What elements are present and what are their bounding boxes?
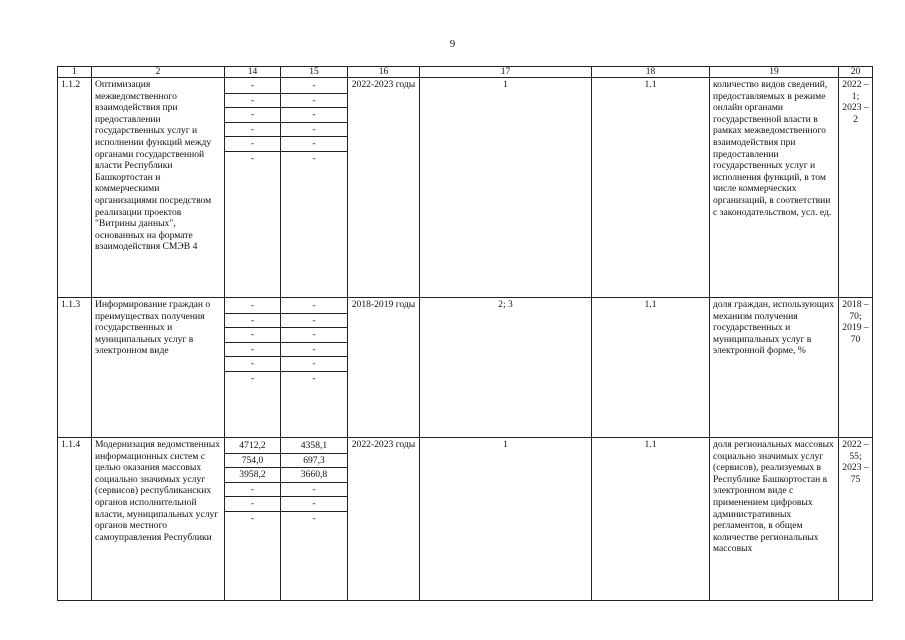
value-cell: - <box>225 483 280 498</box>
value-cell: - <box>225 314 280 329</box>
header-row <box>58 67 873 78</box>
table-row <box>58 438 873 601</box>
header-cell: 15 <box>281 67 348 78</box>
row-col17: 1 <box>420 78 592 298</box>
row-col17: 1 <box>420 438 592 601</box>
row-targets: 2022 – 1; 2023 – 2 <box>839 78 873 298</box>
header-cell: 19 <box>710 67 839 78</box>
header-cell: 14 <box>225 67 281 78</box>
page-number: 9 <box>449 38 456 50</box>
value-cell: - <box>225 343 280 358</box>
value-cell: 3958,2 <box>225 468 280 483</box>
row-period: 2022-2023 годы <box>348 78 420 298</box>
header-cell: 17 <box>420 67 592 78</box>
col14-cell <box>225 78 281 298</box>
value-cell: - <box>281 343 347 358</box>
row-code: 1.1.2 <box>58 78 92 298</box>
value-cell: - <box>225 328 280 343</box>
value-cell: - <box>281 328 347 343</box>
value-cell: - <box>281 483 347 498</box>
value-cell: - <box>312 152 316 164</box>
program-table <box>57 66 873 601</box>
value-cell: - <box>225 108 280 123</box>
value-cell: - <box>225 94 280 109</box>
value-cell: - <box>281 497 347 512</box>
row-col18: 1.1 <box>592 298 710 438</box>
value-cell: - <box>281 108 347 123</box>
row-col18: 1.1 <box>592 78 710 298</box>
table-row <box>58 298 873 438</box>
value-cell: - <box>225 497 280 512</box>
value-cell: - <box>225 357 280 372</box>
value-cell: - <box>281 79 347 94</box>
row-period: 2022-2023 годы <box>348 438 420 601</box>
value-cell: - <box>250 152 255 164</box>
row-targets: 2022 – 55; 2023 – 75 <box>839 438 873 601</box>
row-name: Оптимизация межведомственного взаимодействия при предоставлении государственных услуг и исполнении функций между органами государственной власти Республики Башкортостан и коммерческими организациями посредством реализации проектов "Витрины данных", основанных на формате взаимодействия СМЭВ 4 <box>92 78 225 298</box>
row-indicator: доля граждан, использующих механизм получения государственных и муниципальных услуг в электронной форме, % <box>710 298 839 438</box>
col14-cell <box>225 298 281 438</box>
col15-cell <box>281 438 348 601</box>
header-cell: 20 <box>839 67 873 78</box>
value-cell: - <box>250 372 255 384</box>
row-period: 2018-2019 годы <box>348 298 420 438</box>
header-cell: 1 <box>58 67 92 78</box>
value-cell: - <box>225 123 280 138</box>
header-cell: 16 <box>348 67 420 78</box>
col15-cell <box>281 298 348 438</box>
value-cell: - <box>225 137 280 152</box>
value-cell: - <box>281 137 347 152</box>
value-cell: 697,3 <box>281 454 347 469</box>
row-targets: 2018 – 70; 2019 – 70 <box>839 298 873 438</box>
value-cell: 754,0 <box>225 454 280 469</box>
value-cell: - <box>281 357 347 372</box>
row-col18: 1.1 <box>592 438 710 601</box>
value-cell: - <box>281 94 347 109</box>
row-indicator: доля региональных массовых социально значимых услуг (сервисов), реализуемых в Республике Башкортостан в электронном виде с применением цифровых административных регламентов, в общем количестве региональных массовых <box>710 438 839 601</box>
row-name: Модернизация ведомственных информационных систем с целью оказания массовых социально значимых услуг (сервисов) республиканских органов исполнительной власти, муниципальных услуг органов местного самоуправления Республики <box>92 438 225 601</box>
row-name: Информирование граждан о преимуществах получения государственных и муниципальных услуг в электронном виде <box>92 298 225 438</box>
value-cell: 4712,2 <box>225 439 280 454</box>
value-cell: 4358,1 <box>281 439 347 454</box>
value-cell: - <box>281 123 347 138</box>
row-indicator: количество видов сведений, предоставляемых в режиме онлайн органами государственной власти в рамках межведомственного взаимодействия при предоставлении государственных услуг и исполнения функций, в том числе коммерческих организаций, в соответствии с законодательством, усл. ед. <box>710 78 839 298</box>
col15-cell <box>281 78 348 298</box>
value-cell: - <box>281 299 347 314</box>
table-row <box>58 78 873 298</box>
row-code: 1.1.3 <box>58 298 92 438</box>
value-cell: - <box>225 299 280 314</box>
value-cell: - <box>312 372 316 384</box>
header-cell: 2 <box>92 67 225 78</box>
header-cell: 18 <box>592 67 710 78</box>
value-cell: - <box>250 512 255 524</box>
value-cell: - <box>312 512 316 524</box>
value-cell: 3660,8 <box>281 468 347 483</box>
value-cell: - <box>225 79 280 94</box>
value-cell: - <box>281 314 347 329</box>
row-col17: 2; 3 <box>420 298 592 438</box>
row-code: 1.1.4 <box>58 438 92 601</box>
col14-cell <box>225 438 281 601</box>
